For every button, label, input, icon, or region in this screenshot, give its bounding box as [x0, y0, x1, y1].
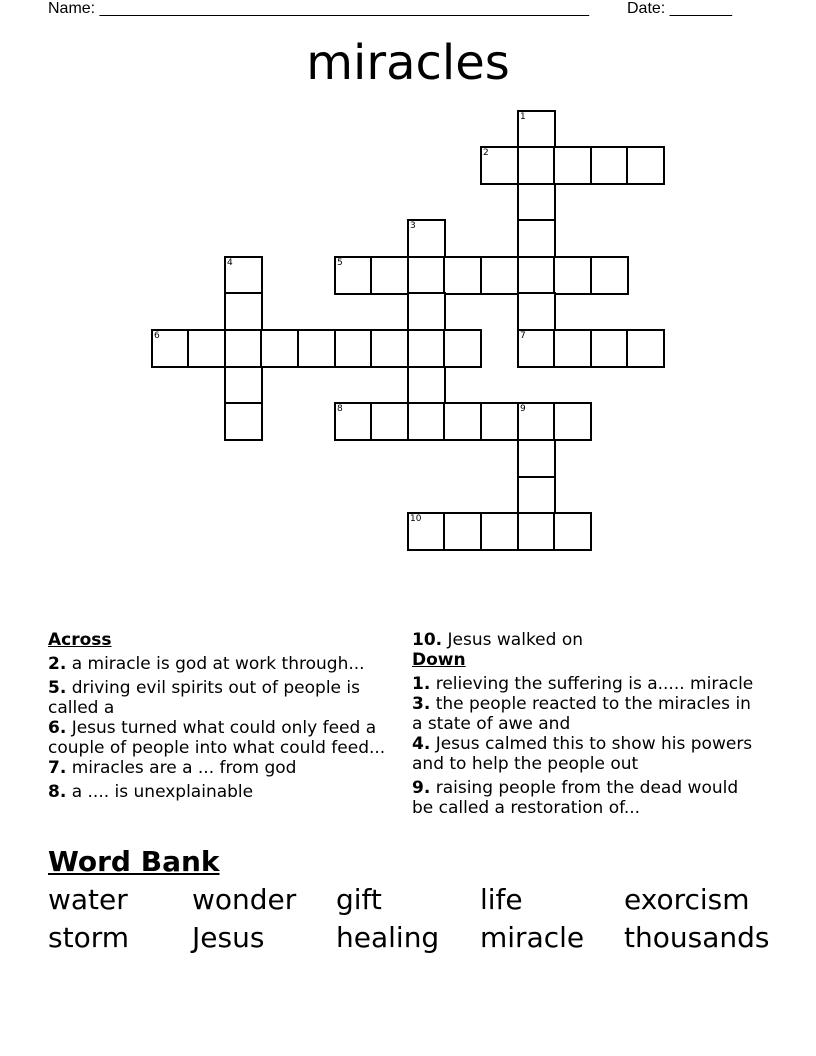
- grid-cell[interactable]: [370, 402, 409, 441]
- grid-cell[interactable]: [517, 110, 556, 149]
- page-title: miracles: [306, 35, 510, 91]
- clue-number: 5: [337, 258, 343, 268]
- grid-cell[interactable]: [517, 512, 556, 551]
- grid-cell[interactable]: [517, 476, 556, 515]
- clue-text: driving evil spirits out of people is called a: [48, 678, 360, 718]
- clue-number: 7.: [48, 758, 67, 778]
- clue-number: 4.: [412, 734, 431, 754]
- grid-cell[interactable]: [590, 329, 629, 368]
- grid-cell[interactable]: [187, 329, 226, 368]
- grid-cell[interactable]: [443, 329, 482, 368]
- grid-cell[interactable]: [517, 219, 556, 258]
- clue-text: a .... is unexplainable: [71, 782, 254, 802]
- grid-cell[interactable]: [224, 256, 263, 295]
- word-bank-word: gift: [336, 883, 382, 916]
- grid-cell[interactable]: [590, 256, 629, 295]
- grid-cell[interactable]: [407, 512, 446, 551]
- word-bank-word: wonder: [192, 883, 297, 916]
- clue-number: 4: [227, 258, 233, 268]
- word-bank-word: thousands: [624, 921, 770, 954]
- clue-number: 9.: [412, 778, 431, 798]
- grid-cell[interactable]: [626, 146, 665, 185]
- clue-item: [48, 718, 388, 758]
- clue-item: [412, 630, 757, 650]
- clue-text: raising people from the dead would be called a restoration of...: [412, 778, 739, 818]
- grid-cell[interactable]: [626, 329, 665, 368]
- clue-text: the people reacted to the miracles in a state of awe and: [412, 694, 751, 734]
- grid-cell[interactable]: [480, 402, 519, 441]
- grid-cell[interactable]: [480, 256, 519, 295]
- clue-number: 3: [410, 221, 416, 231]
- grid-cell[interactable]: [407, 219, 446, 258]
- grid-cell[interactable]: [297, 329, 336, 368]
- grid-cell[interactable]: [517, 329, 556, 368]
- clue-number: 8.: [48, 782, 67, 802]
- word-bank-word: storm: [48, 921, 129, 954]
- clue-text: miracles are a ... from god: [71, 758, 297, 778]
- grid-cell[interactable]: [553, 256, 592, 295]
- clue-item: [412, 778, 757, 818]
- clue-number: 10.: [412, 630, 443, 650]
- grid-cell[interactable]: [517, 146, 556, 185]
- grid-cell[interactable]: [151, 329, 190, 368]
- grid-cell[interactable]: [407, 292, 446, 331]
- grid-cell[interactable]: [517, 292, 556, 331]
- grid-cell[interactable]: [443, 256, 482, 295]
- grid-cell[interactable]: [407, 256, 446, 295]
- clue-item: [412, 694, 757, 734]
- grid-cell[interactable]: [590, 146, 629, 185]
- grid-cell[interactable]: [553, 329, 592, 368]
- clue-number: 6: [154, 331, 160, 341]
- grid-cell[interactable]: [224, 402, 263, 441]
- grid-cell[interactable]: [553, 146, 592, 185]
- grid-cell[interactable]: [370, 256, 409, 295]
- grid-cell[interactable]: [443, 512, 482, 551]
- grid-cell[interactable]: [517, 439, 556, 478]
- word-bank-word: life: [480, 883, 523, 916]
- clue-item: [48, 678, 388, 718]
- clue-text: a miracle is god at work through...: [71, 654, 365, 674]
- word-bank-word: healing: [336, 921, 440, 954]
- clue-item: [48, 782, 388, 802]
- clue-number: 5.: [48, 678, 67, 698]
- grid-cell[interactable]: [370, 329, 409, 368]
- clue-item: [412, 734, 757, 774]
- clue-number: 9: [520, 404, 526, 414]
- grid-cell[interactable]: [517, 402, 556, 441]
- grid-cell[interactable]: [480, 146, 519, 185]
- clues-right-column: [412, 630, 757, 818]
- date-field-label: Date: _______: [627, 0, 732, 17]
- clue-number: 3.: [412, 694, 431, 714]
- clue-number: 8: [337, 404, 343, 414]
- clue-text: relieving the suffering is a..... miracle: [435, 674, 754, 694]
- grid-cell[interactable]: [407, 329, 446, 368]
- grid-cell[interactable]: [224, 329, 263, 368]
- grid-cell[interactable]: [334, 329, 373, 368]
- clue-number: 2: [483, 148, 489, 158]
- clue-item: [48, 758, 388, 778]
- word-bank-word: water: [48, 883, 128, 916]
- clue-number: 1.: [412, 674, 431, 694]
- grid-cell[interactable]: [480, 512, 519, 551]
- across-heading: Across: [48, 630, 112, 650]
- grid-cell[interactable]: [224, 292, 263, 331]
- clue-number: 7: [520, 331, 526, 341]
- word-bank-word: exorcism: [624, 883, 750, 916]
- grid-cell[interactable]: [224, 366, 263, 405]
- grid-cell[interactable]: [407, 402, 446, 441]
- grid-cell[interactable]: [553, 512, 592, 551]
- clues-left-column: [48, 630, 388, 802]
- word-bank-word: Jesus: [192, 921, 265, 954]
- clue-number: 1: [520, 112, 526, 122]
- grid-cell[interactable]: [553, 402, 592, 441]
- clue-text: Jesus calmed this to show his powers and to help the people out: [412, 734, 753, 774]
- grid-cell[interactable]: [517, 183, 556, 222]
- clue-text: Jesus walked on: [447, 630, 584, 650]
- grid-cell[interactable]: [334, 402, 373, 441]
- clue-text: Jesus turned what could only feed a couple of people into what could feed...: [48, 718, 386, 758]
- clue-item: [48, 654, 388, 674]
- grid-cell[interactable]: [407, 366, 446, 405]
- down-heading: Down: [412, 650, 466, 670]
- name-field-label: Name: _______________________________________________________: [48, 0, 589, 17]
- clue-item: [412, 674, 757, 694]
- clue-number: 10: [410, 514, 422, 524]
- clue-number: 2.: [48, 654, 67, 674]
- grid-cell[interactable]: [517, 256, 556, 295]
- grid-cell[interactable]: [334, 256, 373, 295]
- word-bank-title: Word Bank: [48, 845, 220, 878]
- clue-number: 6.: [48, 718, 67, 738]
- grid-cell[interactable]: [260, 329, 299, 368]
- grid-cell[interactable]: [443, 402, 482, 441]
- word-bank-word: miracle: [480, 921, 585, 954]
